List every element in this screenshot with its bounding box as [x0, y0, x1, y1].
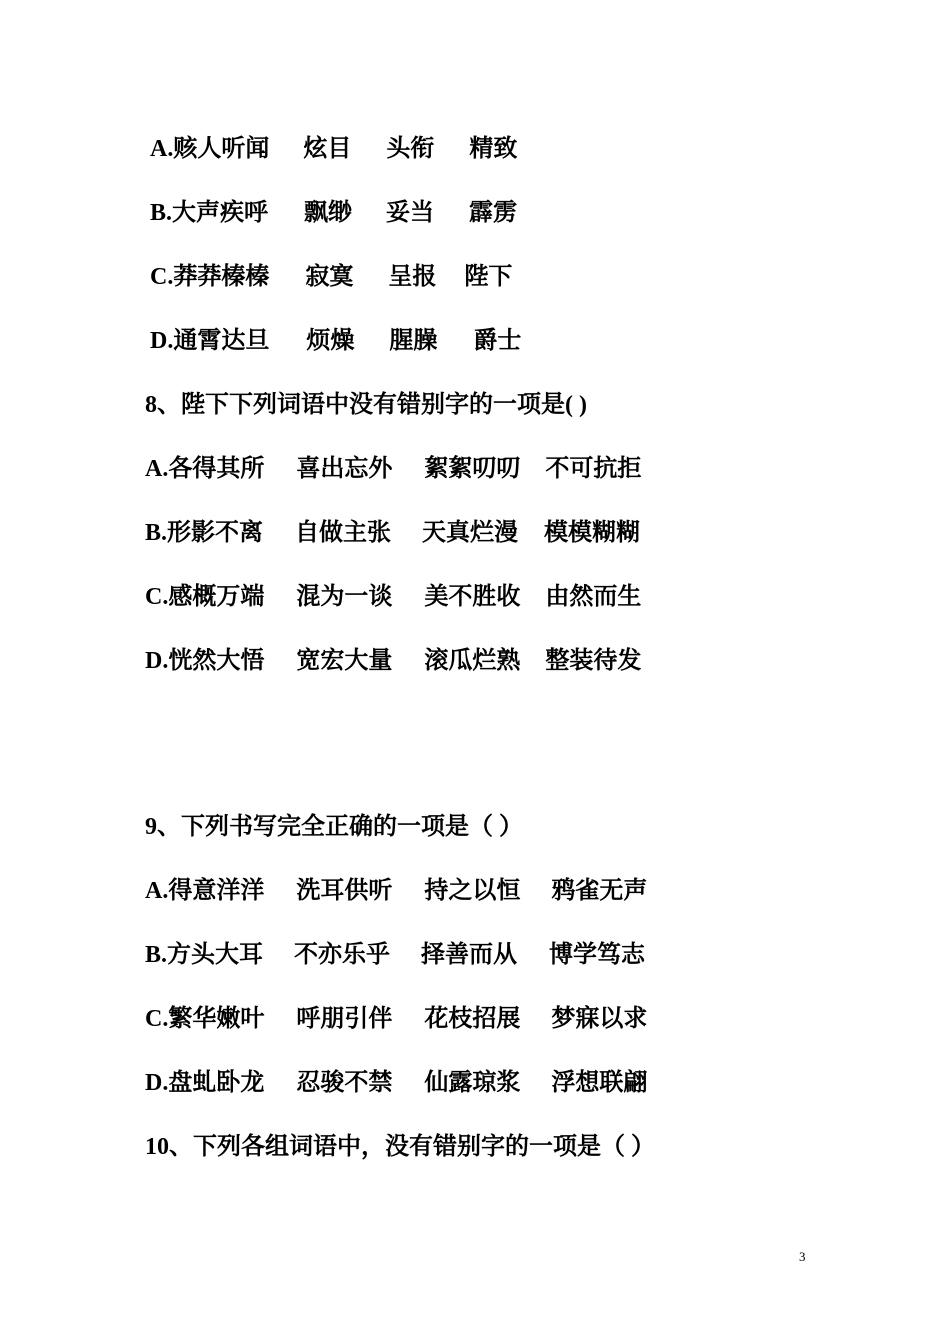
option-letter: C.	[145, 584, 169, 610]
option-word: 忍骏不禁	[296, 1070, 393, 1096]
option-word: 宽宏大量	[296, 648, 393, 674]
option-word: 博学笃志	[549, 942, 646, 968]
page-number: 3	[799, 1249, 806, 1264]
q7-option-d	[150, 326, 521, 356]
option-word: 仙露琼浆	[424, 1070, 521, 1096]
option-letter: D.	[150, 328, 174, 354]
option-letter: C.	[145, 1006, 169, 1032]
option-word: 爵士	[473, 328, 522, 354]
option-letter: B.	[145, 520, 168, 546]
q7-option-b	[150, 198, 517, 228]
option-word: 喜出忘外	[296, 456, 393, 482]
option-letter: D.	[145, 648, 169, 674]
q9-option-a	[145, 876, 647, 906]
option-word: 大声疾呼	[172, 200, 269, 226]
option-word: 整装待发	[545, 648, 642, 674]
option-word: 模模糊糊	[544, 520, 641, 546]
option-word: 妥当	[386, 200, 435, 226]
option-word: 花枝招展	[424, 1006, 521, 1032]
option-word: 絮絮叨叨	[424, 456, 521, 482]
option-word: 通霄达旦	[173, 328, 270, 354]
option-word: 烦燥	[306, 328, 355, 354]
option-letter: C.	[150, 264, 174, 290]
option-word: 腥臊	[389, 328, 438, 354]
q8-stem: 8、陛下下列词语中没有错别字的一项是( )	[145, 392, 587, 418]
option-word: 混为一谈	[296, 584, 393, 610]
q8-option-a	[145, 454, 641, 484]
option-word: 各得其所	[168, 456, 265, 482]
option-word: 自做主张	[295, 520, 392, 546]
option-word: 滚瓜烂熟	[424, 648, 521, 674]
option-word: 不亦乐乎	[294, 942, 391, 968]
option-letter: B.	[150, 200, 173, 226]
option-word: 得意洋洋	[168, 878, 265, 904]
option-word: 呼朋引伴	[296, 1006, 393, 1032]
q7-option-c	[150, 262, 512, 292]
option-word: 梦寐以求	[551, 1006, 648, 1032]
q9-option-b	[145, 940, 645, 970]
option-word: 陛下	[464, 264, 513, 290]
option-word: 洗耳供听	[296, 878, 393, 904]
option-word: 择善而从	[421, 942, 518, 968]
q9-stem: 9、下列书写完全正确的一项是（ ）	[145, 814, 523, 840]
option-word: 赅人听闻	[173, 136, 270, 162]
option-word: 方头大耳	[167, 942, 264, 968]
option-word: 呈报	[388, 264, 437, 290]
option-word: 飘缈	[304, 200, 353, 226]
option-word: 持之以恒	[424, 878, 521, 904]
option-word: 浮想联翩	[551, 1070, 648, 1096]
option-letter: D.	[145, 1070, 169, 1096]
q8-option-c	[145, 582, 641, 612]
option-word: 由然而生	[545, 584, 642, 610]
q9-option-c	[145, 1004, 647, 1034]
option-word: 头衔	[386, 136, 435, 162]
option-letter: B.	[145, 942, 168, 968]
option-word: 恍然大悟	[168, 648, 265, 674]
q8-option-b	[145, 518, 640, 548]
option-letter: A.	[150, 136, 174, 162]
option-word: 炫目	[303, 136, 352, 162]
option-word: 形影不离	[167, 520, 264, 546]
option-word: 寂寞	[305, 264, 354, 290]
option-word: 精致	[469, 136, 518, 162]
option-word: 天真烂漫	[422, 520, 519, 546]
option-letter: A.	[145, 878, 169, 904]
q10-stem: 10、下列各组词语中，没有错别字的一项是（ ）	[145, 1134, 655, 1160]
option-letter: A.	[145, 456, 169, 482]
option-word: 鸦雀无声	[551, 878, 648, 904]
option-word: 莽莽榛榛	[173, 264, 270, 290]
option-word: 感概万端	[168, 584, 265, 610]
option-word: 盘虬卧龙	[168, 1070, 265, 1096]
option-word: 美不胜收	[424, 584, 521, 610]
q8-option-d	[145, 646, 641, 676]
option-word: 不可抗拒	[545, 456, 642, 482]
option-word: 繁华嫩叶	[168, 1006, 265, 1032]
option-word: 霹雳	[469, 200, 518, 226]
q7-option-a	[150, 134, 517, 164]
q9-option-d	[145, 1068, 647, 1098]
